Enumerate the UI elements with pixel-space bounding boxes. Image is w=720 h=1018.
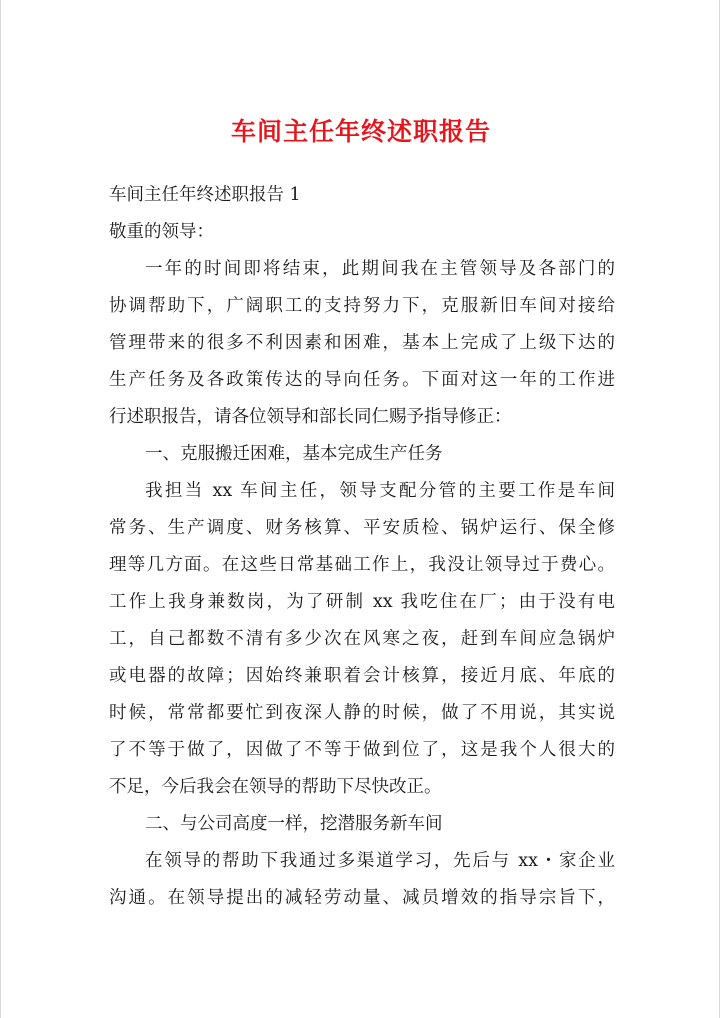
report-subtitle: 车间主任年终述职报告 1	[109, 185, 301, 205]
paragraph-line: 工作上我身兼数岗，为了研制 xx 我吃住在厂；由于没有电	[109, 592, 615, 612]
paragraph-line: 沟通。在领导提出的减轻劳动量、减员增效的指导宗旨下，	[109, 888, 615, 908]
paragraph-line: 不足，今后我会在领导的帮助下尽快改正。	[109, 777, 442, 797]
document-title: 车间主任年终述职报告	[230, 117, 491, 146]
paragraph-line: 常务、生产调度、财务核算、平安质检、锅炉运行、保全修	[109, 518, 615, 538]
paragraph-line: 了不等于做了，因做了不等于做到位了，这是我个人很大的	[109, 740, 615, 760]
document-body	[109, 177, 615, 917]
section-heading: 二、与公司高度一样，挖潜服务新车间	[145, 814, 443, 834]
paragraph-line: 理等几方面。在这些日常基础工作上，我没让领导过于费心。	[109, 555, 615, 575]
paragraph-line: 时候，常常都要忙到夜深人静的时候，做了不用说，其实说	[109, 703, 615, 723]
paragraph-line: 协调帮助下，广阔职工的支持努力下，克服新旧车间对接给	[109, 296, 615, 316]
paragraph-line: 我担当 xx 车间主任，领导支配分管的主要工作是车间	[145, 481, 615, 501]
paragraph-line: 行述职报告，请各位领导和部长同仁赐予指导修正：	[109, 407, 512, 427]
paragraph-line: 一年的时间即将结束，此期间我在主管领导及各部门的	[145, 259, 615, 279]
paragraph-line: 管理带来的很多不利因素和困难，基本上完成了上级下达的	[109, 333, 615, 353]
paragraph-line: 在领导的帮助下我通过多渠道学习，先后与 xx・家企业	[145, 851, 615, 871]
paragraph-line: 工，自己都数不清有多少次在风寒之夜，赶到车间应急锅炉	[109, 629, 615, 649]
section-heading: 一、克服搬迁困难，基本完成生产任务	[145, 444, 443, 464]
paragraph-line: 或电器的故障；因始终兼职着会计核算，接近月底、年底的	[109, 666, 615, 686]
paragraph-line: 生产任务及各政策传达的导向任务。下面对这一年的工作进	[109, 370, 615, 390]
salutation: 敬重的领导：	[109, 222, 214, 242]
